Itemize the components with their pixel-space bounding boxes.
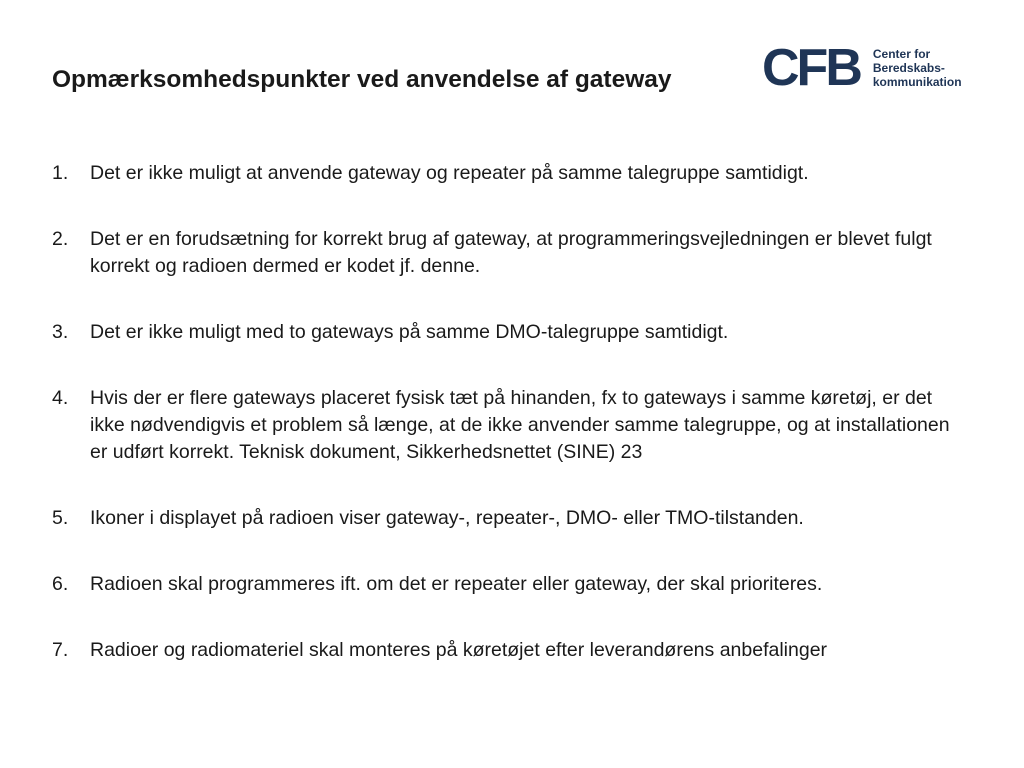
numbered-list [52,160,962,703]
logo-line-3: kommunikation [872,75,962,89]
item-text: Det er ikke muligt at anvende gateway og repeater på samme talegruppe samtidigt. [90,162,809,184]
item-number: 4. [52,387,69,409]
logo-text [873,47,962,89]
logo-mark: CFB [762,39,860,97]
list-item [52,571,962,598]
list-item [52,385,962,466]
logo-line-2: Beredskabs- [872,61,945,75]
logo-line-1: Center for [872,47,931,61]
list-item [52,637,962,664]
item-text: Det er en forudsætning for korrekt brug af gateway, at programmeringsvejledningen er blevet fulgt korrekt og radioen dermed er kodet jf. denne. [90,228,932,277]
item-number: 6. [52,573,69,595]
item-number: 1. [52,162,69,184]
list-item [52,160,962,187]
item-text: Hvis der er flere gateways placeret fysisk tæt på hinanden, fx to gateways i samme køretøj, er det ikke nødvendigvis et problem så længe, at de ikke anvender samme talegruppe, og at installationen er udført korrekt. Teknisk dokument, Sikkerhedsnettet (SINE) 23 [90,387,950,463]
item-number: 3. [52,321,69,343]
item-text: Radioer og radiomateriel skal monteres på køretøjet efter leverandørens anbefalinger [90,639,828,661]
list-item [52,319,962,346]
list-item [52,226,962,280]
page-title: Opmærksomhedspunkter ved anvendelse af gateway [52,66,672,93]
item-text: Det er ikke muligt med to gateways på samme DMO-talegruppe samtidigt. [90,321,729,343]
item-number: 2. [52,228,69,250]
item-text: Radioen skal programmeres ift. om det er repeater eller gateway, der skal prioriteres. [90,573,823,595]
item-number: 7. [52,639,69,661]
item-text: Ikoner i displayet på radioen viser gateway-, repeater-, DMO- eller TMO-tilstanden. [90,507,804,529]
item-number: 5. [52,507,69,529]
list-item [52,505,962,532]
cfb-logo [762,39,962,97]
